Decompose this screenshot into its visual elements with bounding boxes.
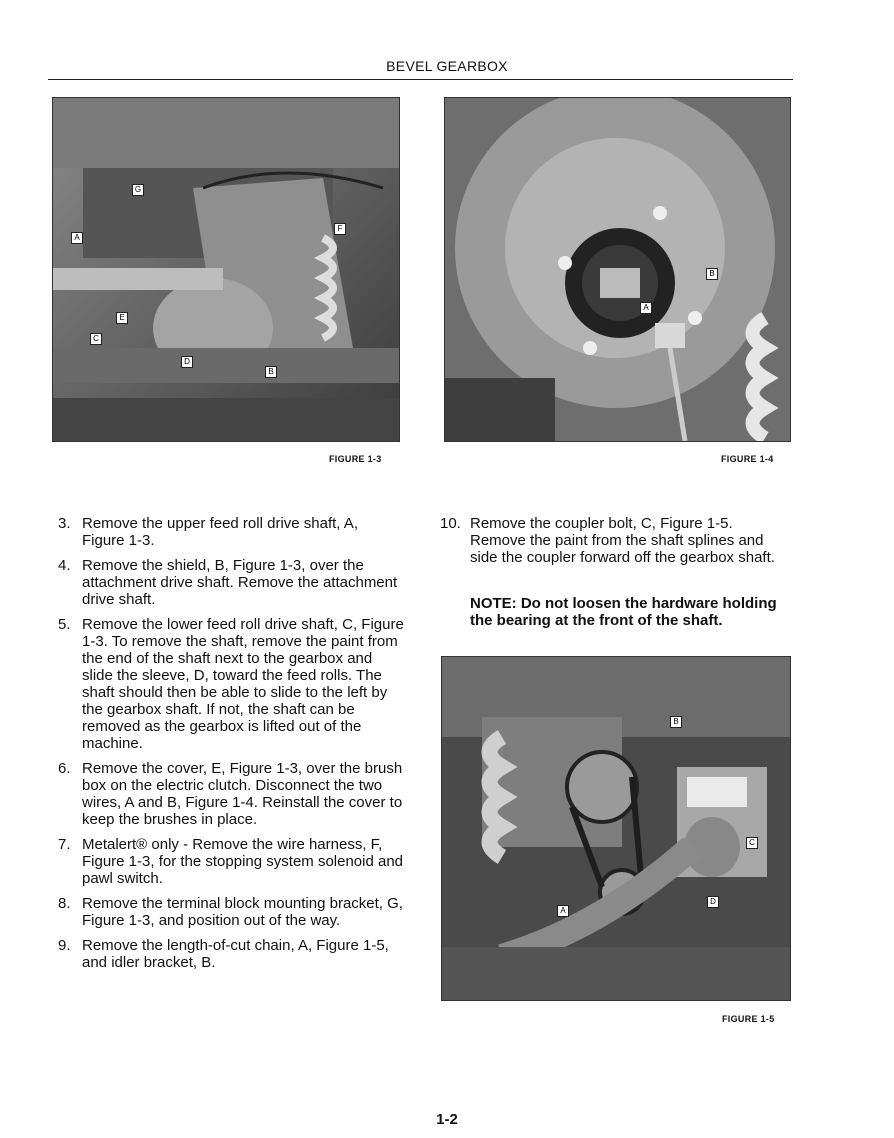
step-text: Remove the lower feed roll drive shaft, C, Figure 1-3. To remove the shaft, remove the paint from the end of the shaft next to the gearbox and slide the sleeve, D, toward the feed rolls. The shaft should then be able to slide to the left by the gearbox shaft. If not, the shaft can be removed as the gearbox is lifted out of the machine. [82,616,404,752]
step-7 [58,836,404,887]
step-text: Metalert® only - Remove the wire harness, F, Figure 1-3, for the stopping system solenoid and pawl switch. [82,836,404,887]
figure-1-5-caption: FIGURE 1-5 [722,1014,775,1024]
steps-right [440,515,790,574]
figure-1-3-label-e: E [116,312,128,324]
step-3 [58,515,404,549]
page-number: 1-2 [436,1111,458,1128]
figure-1-5-label-a: A [557,905,569,917]
step-number: 4. [58,557,71,574]
step-9 [58,937,404,971]
step-text: Remove the cover, E, Figure 1-3, over the brush box on the electric clutch. Disconnect the two wires, A and B, Figure 1-4. Reinstall the cover to keep the brushes in place. [82,760,403,828]
step-8 [58,895,404,929]
figure-1-3-label-a: A [71,232,83,244]
step-number: 3. [58,515,71,532]
step-text: Remove the terminal block mounting bracket, G, Figure 1-3, and position out of the way. [82,895,403,929]
step-text: Remove the length-of-cut chain, A, Figure 1-5, and idler bracket, B. [82,937,389,971]
step-5 [58,616,404,752]
figure-1-5-label-d: D [707,896,719,908]
step-4 [58,557,404,608]
page-header: BEVEL GEARBOX [386,58,508,74]
step-number: 10. [440,515,461,532]
step-6 [58,760,404,828]
figure-1-5-label-b: B [670,716,682,728]
step-text: Remove the coupler bolt, C, Figure 1-5. Remove the paint from the shaft splines and side the coupler forward off the gearbox shaft. [470,515,775,566]
figure-1-3-label-f: F [334,223,346,235]
step-number: 6. [58,760,71,777]
steps-left [58,515,404,979]
step-text: Remove the shield, B, Figure 1-3, over the attachment drive shaft. Remove the attachment drive shaft. [82,557,398,608]
figure-1-3-label-g: G [132,184,144,196]
header-rule [48,79,793,80]
step-number: 8. [58,895,71,912]
figure-1-3-caption: FIGURE 1-3 [329,454,382,464]
step-number: 5. [58,616,71,633]
figure-1-3-label-b: B [265,366,277,378]
figure-1-3-photo [52,97,400,442]
note-text: NOTE: Do not loosen the hardware holding the bearing at the front of the shaft. [470,595,777,629]
figure-1-5-photo [441,656,791,1001]
step-number: 7. [58,836,71,853]
figure-1-3-label-c: C [90,333,102,345]
figure-1-5-label-c: C [746,837,758,849]
figure-1-4-label-b: B [706,268,718,280]
figure-1-4-photo [444,97,791,442]
step-text: Remove the upper feed roll drive shaft, A, Figure 1-3. [82,515,358,549]
figure-1-3-label-d: D [181,356,193,368]
step-10 [440,515,790,566]
figure-1-4-caption: FIGURE 1-4 [721,454,774,464]
figure-1-4-label-a: A [640,302,652,314]
step-number: 9. [58,937,71,954]
